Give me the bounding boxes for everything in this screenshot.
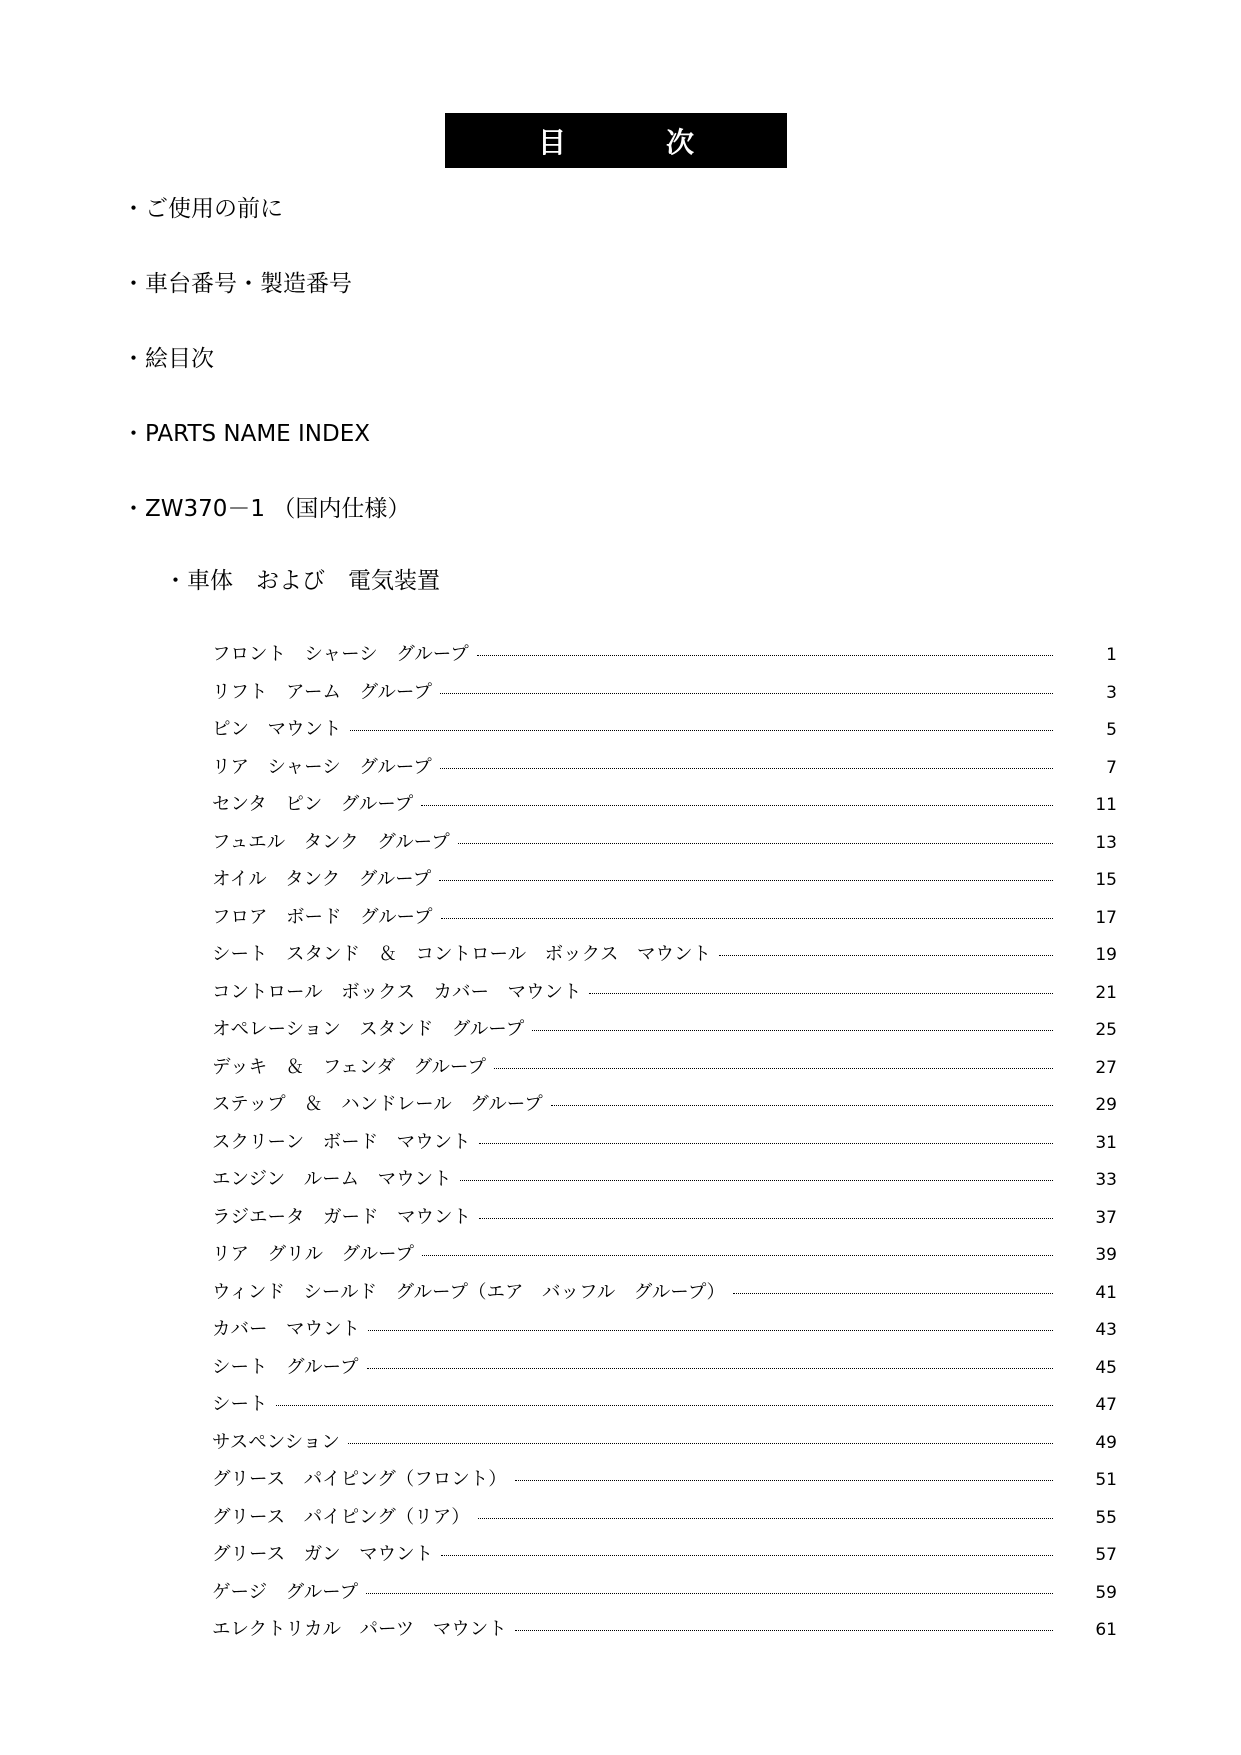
toc-item[interactable] <box>212 640 1117 678</box>
toc-item[interactable] <box>212 1465 1117 1503</box>
toc-item-page-number: 31 <box>1095 1132 1117 1153</box>
toc-item-page-number: 13 <box>1095 832 1117 853</box>
subsection-body-electrical[interactable]: ・車体 および 電気装置 <box>164 568 440 594</box>
dot-leader <box>368 1329 1053 1331</box>
dot-leader <box>532 1029 1053 1031</box>
toc-item-page-number: 19 <box>1095 945 1117 965</box>
toc-item-page-number: 21 <box>1095 982 1117 1003</box>
section-parts-name-index[interactable]: ・PARTS NAME INDEX <box>122 421 371 447</box>
dot-leader <box>458 842 1053 844</box>
toc-item[interactable] <box>212 1203 1117 1241</box>
toc-item-page-number: 37 <box>1095 1207 1117 1228</box>
page-title: 目 次 <box>445 113 787 168</box>
toc-item-label: リア グリル グループ <box>212 1244 415 1265</box>
dot-leader <box>441 1554 1053 1556</box>
dot-leader <box>276 1404 1053 1406</box>
toc-item-page-number: 5 <box>1106 720 1117 740</box>
dot-leader <box>460 1179 1053 1181</box>
section-picture-index[interactable]: ・絵目次 <box>122 346 214 372</box>
dot-leader <box>422 1254 1053 1256</box>
toc-list <box>212 640 1117 1653</box>
toc-item[interactable] <box>212 1128 1117 1166</box>
toc-item-label: リフト アーム グループ <box>212 681 432 703</box>
toc-item-page-number: 47 <box>1095 1395 1117 1415</box>
toc-item-label: センタ ピン グループ <box>212 794 414 815</box>
toc-item-page-number: 59 <box>1095 1582 1117 1603</box>
toc-item[interactable] <box>212 1315 1117 1353</box>
toc-item-label: コントロール ボックス カバー マウント <box>212 981 582 1003</box>
toc-item[interactable] <box>212 1165 1117 1203</box>
dot-leader <box>733 1292 1053 1294</box>
toc-item-page-number: 57 <box>1095 1545 1117 1565</box>
toc-item[interactable] <box>212 1540 1117 1578</box>
toc-item-page-number: 29 <box>1095 1095 1117 1115</box>
toc-item[interactable] <box>212 1578 1117 1616</box>
toc-item[interactable] <box>212 903 1117 941</box>
toc-item-page-number: 25 <box>1095 1020 1117 1040</box>
toc-item-label: グリース パイピング（フロント） <box>212 1469 507 1490</box>
toc-item-label: ウィンド シールド グループ（エア バッフル グループ） <box>212 1281 726 1303</box>
toc-item[interactable] <box>212 865 1117 903</box>
toc-item-label: グリース パイピング（リア） <box>212 1506 470 1528</box>
dot-leader <box>479 1142 1053 1144</box>
toc-item-page-number: 11 <box>1095 795 1117 815</box>
toc-item[interactable] <box>212 1428 1117 1466</box>
dot-leader <box>366 1592 1053 1594</box>
toc-item[interactable] <box>212 1015 1117 1053</box>
dot-leader <box>477 654 1053 656</box>
toc-item-page-number: 51 <box>1095 1470 1117 1490</box>
toc-item[interactable] <box>212 1503 1117 1541</box>
toc-item[interactable] <box>212 1053 1117 1091</box>
toc-item-label: シート <box>212 1394 268 1415</box>
toc-item-page-number: 61 <box>1095 1620 1117 1640</box>
toc-item-page-number: 27 <box>1095 1057 1117 1078</box>
dot-leader <box>441 917 1053 919</box>
toc-item-label: フロント シャーシ グループ <box>212 644 469 665</box>
dot-leader <box>515 1479 1053 1481</box>
toc-item[interactable] <box>212 715 1117 753</box>
section-model[interactable]: ・ZW370－1 （国内仕様） <box>122 496 411 522</box>
dot-leader <box>478 1517 1053 1519</box>
dot-leader <box>494 1067 1053 1069</box>
toc-item[interactable] <box>212 1615 1117 1653</box>
toc-item-page-number: 39 <box>1095 1245 1117 1265</box>
toc-item-label: オイル タンク グループ <box>212 869 432 890</box>
toc-item-label: フュエル タンク グループ <box>212 831 450 853</box>
toc-item-page-number: 55 <box>1095 1507 1117 1528</box>
toc-item-page-number: 41 <box>1095 1282 1117 1303</box>
toc-item-page-number: 3 <box>1106 682 1117 703</box>
dot-leader <box>589 992 1053 994</box>
toc-item-label: フロア ボード グループ <box>212 906 433 928</box>
toc-item[interactable] <box>212 1353 1117 1391</box>
toc-item[interactable] <box>212 978 1117 1016</box>
toc-item[interactable] <box>212 1090 1117 1128</box>
section-before-use[interactable]: ・ご使用の前に <box>122 196 283 222</box>
dot-leader <box>479 1217 1053 1219</box>
toc-item-label: オペレーション スタンド グループ <box>212 1019 525 1040</box>
toc-item-page-number: 45 <box>1095 1357 1117 1378</box>
toc-item-label: エンジン ルーム マウント <box>212 1169 452 1190</box>
dot-leader <box>719 954 1053 956</box>
dot-leader <box>367 1367 1053 1369</box>
dot-leader <box>440 767 1053 769</box>
dot-leader <box>350 729 1053 731</box>
toc-item-label: シート グループ <box>212 1356 359 1378</box>
toc-item[interactable] <box>212 940 1117 978</box>
toc-item[interactable] <box>212 678 1117 716</box>
dot-leader <box>551 1104 1053 1106</box>
toc-item[interactable] <box>212 1240 1117 1278</box>
toc-item-label: シート スタンド ＆ コントロール ボックス マウント <box>212 944 711 965</box>
dot-leader <box>440 692 1053 694</box>
toc-item-page-number: 33 <box>1095 1170 1117 1190</box>
dot-leader <box>515 1629 1053 1631</box>
toc-item-label: サスペンション <box>212 1431 340 1453</box>
toc-item[interactable] <box>212 1390 1117 1428</box>
toc-item-label: グリース ガン マウント <box>212 1544 434 1565</box>
dot-leader <box>421 804 1053 806</box>
toc-item-label: エレクトリカル パーツ マウント <box>212 1619 507 1640</box>
toc-item-label: ピン マウント <box>212 719 342 740</box>
toc-item-label: カバー マウント <box>212 1319 361 1340</box>
dot-leader <box>348 1442 1053 1444</box>
dot-leader <box>439 879 1053 881</box>
toc-item-label: ステップ ＆ ハンドレール グループ <box>212 1094 543 1115</box>
toc-item[interactable] <box>212 1278 1117 1316</box>
toc-item-page-number: 7 <box>1106 757 1117 778</box>
toc-item-label: ラジエータ ガード マウント <box>212 1206 472 1228</box>
toc-item-page-number: 49 <box>1095 1432 1117 1453</box>
toc-item[interactable] <box>212 753 1117 791</box>
toc-item-label: スクリーン ボード マウント <box>212 1131 471 1153</box>
toc-item[interactable] <box>212 790 1117 828</box>
toc-item-page-number: 1 <box>1106 645 1117 665</box>
toc-item-label: デッキ ＆ フェンダ グループ <box>212 1056 486 1078</box>
toc-item[interactable] <box>212 828 1117 866</box>
toc-item-page-number: 43 <box>1095 1320 1117 1340</box>
toc-item-label: リア シャーシ グループ <box>212 756 432 778</box>
toc-item-page-number: 15 <box>1095 870 1117 890</box>
toc-item-label: ゲージ グループ <box>212 1581 359 1603</box>
section-serial-numbers[interactable]: ・車台番号・製造番号 <box>122 271 352 297</box>
toc-item-page-number: 17 <box>1095 907 1117 928</box>
